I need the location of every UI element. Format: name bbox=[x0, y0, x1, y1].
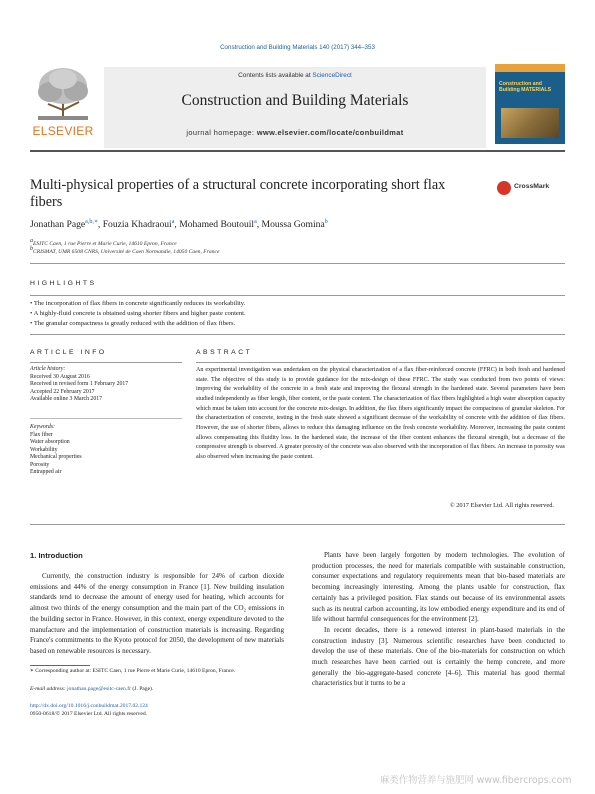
crossmark-label[interactable]: CrossMark bbox=[514, 183, 550, 190]
highlight-item: • The granular compactness is greatly reduced with the addition of flax fibers. bbox=[30, 320, 236, 328]
body-column-right bbox=[312, 550, 565, 689]
footnote-divider bbox=[30, 665, 90, 666]
cover-title: Construction and Building MATERIALS bbox=[499, 81, 552, 94]
highlight-item: • A highly-fluid concrete is obtained using shorter fibers and higher paste content. bbox=[30, 310, 246, 318]
email-link[interactable]: jonathan.page@esitc-caen.fr bbox=[67, 686, 131, 692]
author-affiliation-sup[interactable]: a,b,∗ bbox=[85, 219, 98, 225]
highlights-list bbox=[30, 299, 565, 330]
watermark: 麻类作物营养与施肥网 www.fibercrops.com bbox=[380, 775, 572, 786]
corresponding-author-note: ∗ Corresponding author at: ESITC Caen, 1 rue Pierre et Marie Curie, 14610 Epron, France. bbox=[30, 668, 236, 674]
email-label: E-mail address: bbox=[30, 686, 68, 692]
keywords-heading: Keywords: bbox=[30, 424, 55, 430]
highlight-text: A highly-fluid concrete is obtained using shorter fibers and higher paste content. bbox=[33, 310, 246, 318]
sciencedirect-link[interactable]: ScienceDirect bbox=[312, 72, 352, 79]
email-suffix: (J. Page). bbox=[130, 686, 154, 692]
abstract-heading: ABSTRACT bbox=[196, 349, 253, 356]
affiliation-b bbox=[30, 246, 219, 255]
contents-line bbox=[104, 72, 486, 79]
body-paragraph: Plants have been largely forgotten by modern technologies. The evolution of production processes, the need for materials compatible with sustainable construction, consumer expectations and regulatory requirements mean that bio-based materials are becoming increasingly interesting. Among the plants usable for construction, flax certainly has a privileged position. Flax stands out because of its environmental assets such as its neutral carbon accounting, its low embodied energy expenditure and its end of life without harmful consequences for the environment [2]. bbox=[312, 551, 565, 624]
journal-cover-image bbox=[495, 64, 565, 144]
keyword-item: Workability bbox=[30, 446, 58, 453]
history-item: Received 30 August 2016 bbox=[30, 374, 90, 380]
abstract-text: An experimental investigation was undertaken on the physical characterization of a flax fiber-reinforced concrete (FFRC) in both fresh and hardened state. The objective of this study is to provide guidance for the mix-design of these FFRC. The study was conducted from two points of views: improving the workability of the concrete in a fresh state and improving the flexural strength in the hardened state. Several parameters have been studied independently as fiber length, fiber content, or the paste content. The characterization of flax fibers highlighted a high water absorption capacity which must be taken into account for the concrete mix-design. In addition, the flax fibers significantly impact the compactness of granular skeleton. For the characterization of concrete, testing in the fresh state showed a significant decrease of the workability of concrete with the addition of flax fibers. However, the use of shorter fibers, allows to reduce this damaging influence on the fresh concrete workability. Moreover, increasing the paste content allows compensating this fluidity loss. In the hardened state, the increase of the fiber content enhances the flexural strength, but a decrease of the compressive strength is observed. A greater porosity of the concrete was also observed with the incorporation of flax fibers. An increase in porosity was also observed when increasing the paste content. bbox=[196, 367, 565, 460]
highlight-text: The granular compactness is greatly reduced with the addition of flax fibers. bbox=[33, 320, 236, 328]
affiliation-label: b bbox=[30, 246, 33, 252]
cover-photo bbox=[501, 108, 559, 138]
author-separator: , bbox=[256, 219, 262, 231]
affiliation-text: CRISMAT, UMR 6508 CNRS, Université de Caen Normandie, 14050 Caen, France bbox=[33, 248, 220, 255]
homepage-url[interactable]: www.elsevier.com/locate/conbuildmat bbox=[256, 128, 404, 137]
divider bbox=[30, 362, 182, 363]
body-paragraph: In recent decades, there is a renewed interest in plant-based materials in the construction industry [3]. Numerous scientific researches have been conducted to develop the use of these materials. One of the bio-materials for construction on which much researches have been carried out is certainly the hemp concrete, and more generally the bio-aggregate-based concrete [4–6]. This material has good thermal characteristics but it turns to be a bbox=[312, 625, 565, 688]
elsevier-wordmark: ELSEVIER bbox=[32, 124, 94, 138]
copyright-notice: © 2017 Elsevier Ltd. All rights reserved. bbox=[449, 502, 554, 509]
affiliation-label: a bbox=[30, 238, 33, 244]
keyword-item: Mechanical properties bbox=[30, 454, 82, 461]
author-separator: , bbox=[174, 219, 180, 231]
history-item: Received in revised form 1 February 2017 bbox=[30, 381, 129, 388]
author-name[interactable]: Fouzia Khadraoui bbox=[102, 219, 172, 231]
email-footnote bbox=[30, 686, 284, 692]
highlights-heading: HIGHLIGHTS bbox=[30, 280, 97, 287]
keyword-item: Flax fiber bbox=[30, 432, 53, 438]
author-separator: , bbox=[97, 219, 103, 231]
divider bbox=[30, 334, 565, 335]
cover-top-band bbox=[495, 64, 565, 72]
issn-line: 0950-0618/© 2017 Elsevier Ltd. All rights reserved. bbox=[30, 711, 148, 717]
keywords-list bbox=[30, 432, 180, 476]
homepage-prefix: journal homepage: bbox=[186, 128, 257, 137]
masthead-rule bbox=[30, 150, 565, 152]
doi-link[interactable]: http://dx.doi.org/10.1016/j.conbuildmat.2017.02.124 bbox=[30, 703, 148, 709]
history-item: Accepted 22 February 2017 bbox=[30, 388, 95, 395]
author-affiliation-sup[interactable]: a bbox=[254, 219, 257, 225]
author-affiliation-sup[interactable]: b bbox=[324, 219, 328, 225]
homepage-line bbox=[104, 128, 486, 137]
body-paragraph-left: Currently, the construction industry is responsible for 24% of carbon dioxide emissions and 44% of the energy consumption in France [1]. New building insulation standards tend to decrease the amount of energy used for heating, which accounts for almost two thirds of the energy consumption and the main part of the CO₂ emissions in the building sector in France. However, in this context, energy expenditure devoted to the manufacture and the implementation of construction materials is increasing. Regarding France's commitments to the Kyoto protocol for 2050, the development of new materials based on renewable resources is necessary. bbox=[30, 572, 284, 655]
history-heading: Article history: bbox=[30, 366, 66, 372]
history-list bbox=[30, 374, 180, 404]
history-item: Available online 3 March 2017 bbox=[30, 396, 103, 403]
divider bbox=[30, 418, 182, 419]
article-info-heading: ARTICLE INFO bbox=[30, 349, 107, 356]
author-list bbox=[30, 218, 565, 230]
keyword-item: Entrapped air bbox=[30, 469, 62, 476]
divider bbox=[30, 263, 565, 264]
section-heading-introduction: 1. Introduction bbox=[30, 551, 83, 560]
divider bbox=[30, 295, 565, 296]
crossmark-icon[interactable] bbox=[497, 181, 511, 195]
divider bbox=[30, 524, 565, 525]
author-affiliation-sup[interactable]: a bbox=[171, 219, 175, 225]
author-name[interactable]: Moussa Gomina bbox=[261, 219, 325, 231]
affiliation-text: ESITC Caen, 1 rue Pierre et Marie Curie, 14610 Epron, France bbox=[33, 240, 177, 247]
highlight-text: The incorporation of flax fibers in concrete significantly reduces its workability. bbox=[33, 300, 246, 307]
author-name[interactable]: Jonathan Page bbox=[30, 219, 86, 231]
contents-prefix: Contents lists available at bbox=[238, 72, 313, 79]
author-name[interactable]: Mohamed Boutouil bbox=[179, 219, 255, 231]
keyword-item: Porosity bbox=[30, 461, 50, 468]
journal-title: Construction and Building Materials bbox=[181, 92, 409, 109]
keyword-item: Water absorption bbox=[30, 439, 70, 446]
journal-citation[interactable]: Construction and Building Materials 140 (2017) 344–353 bbox=[220, 44, 375, 51]
article-title: Multi-physical properties of a structural concrete incorporating short flax fibers bbox=[30, 177, 446, 210]
highlight-item: • The incorporation of flax fibers in concrete significantly reduces its workability. bbox=[30, 300, 246, 307]
divider bbox=[196, 362, 565, 363]
